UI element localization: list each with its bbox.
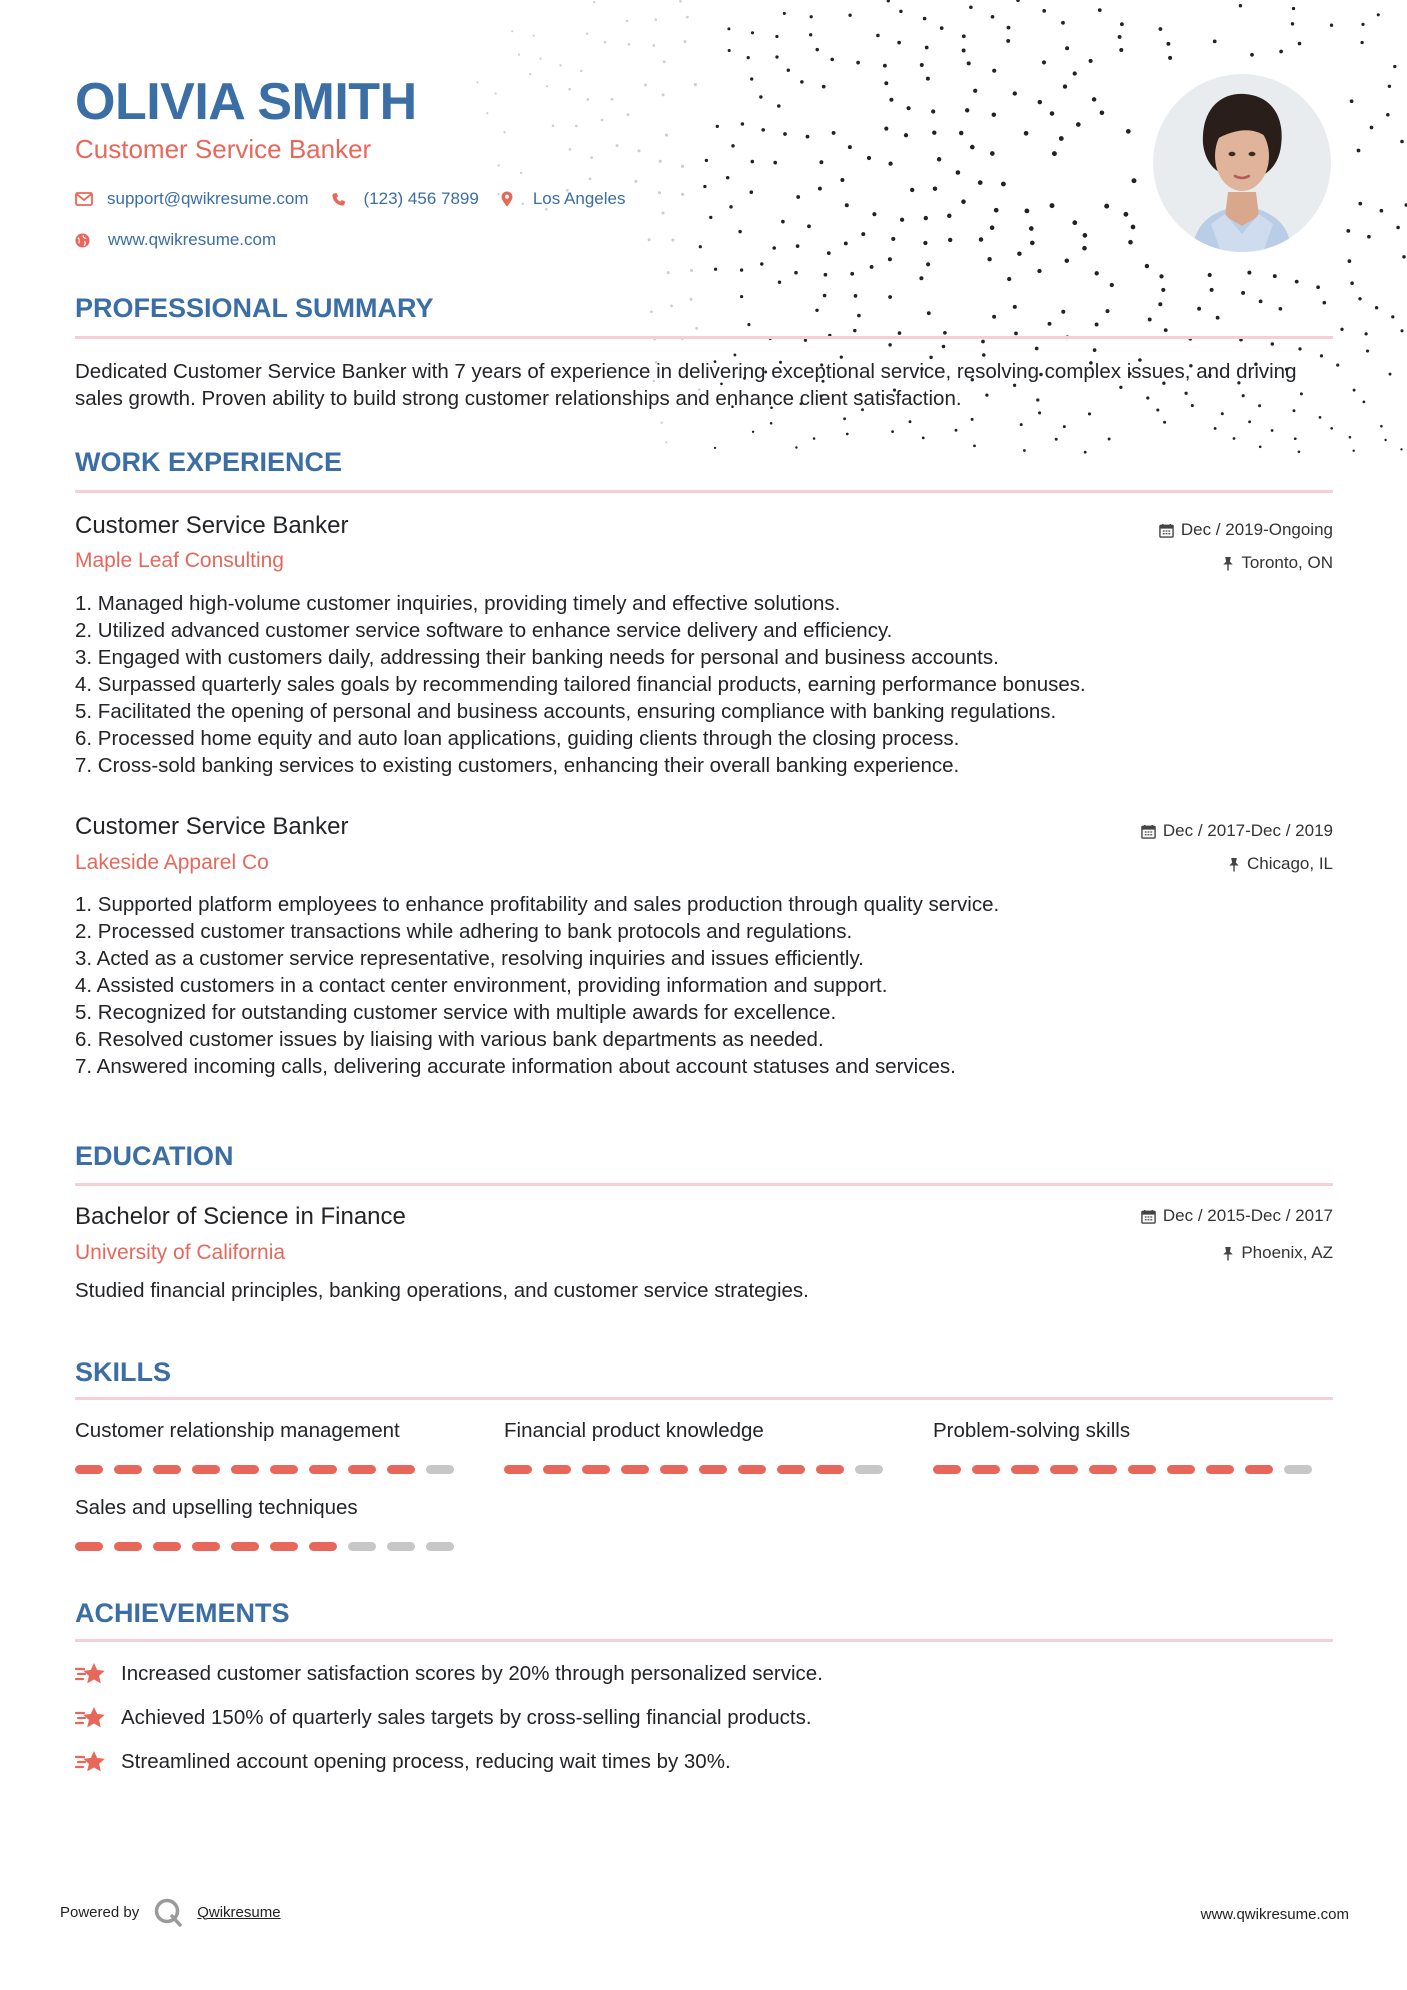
skill-segment-filled (153, 1542, 181, 1551)
skill-segment-filled (543, 1465, 571, 1474)
powered-by-label: Powered by (60, 1903, 140, 1921)
skill-segment-filled (231, 1465, 259, 1474)
experience-heading: WORK EXPERIENCE (75, 447, 343, 477)
email-item[interactable] (75, 189, 309, 209)
achievements-heading: ACHIEVEMENTS (75, 1598, 290, 1628)
skill-segment-filled (582, 1465, 610, 1474)
job-2-title: Customer Service Banker (75, 813, 349, 840)
skill-segment-empty (1284, 1465, 1312, 1474)
skill-segment-filled (114, 1465, 142, 1474)
phone-icon (331, 192, 346, 207)
list-item: 5. Recognized for outstanding customer service with multiple awards for excellence. (75, 1001, 837, 1024)
contact-row (75, 189, 625, 209)
education-location-text: Phoenix, AZ (1241, 1243, 1333, 1262)
job-2-location-text: Chicago, IL (1247, 854, 1333, 873)
job-1-location (1222, 553, 1333, 573)
skill-name: Problem-solving skills (933, 1419, 1131, 1442)
skill-segment-empty (426, 1542, 454, 1551)
skill-segment-empty (348, 1542, 376, 1551)
phone-item[interactable] (331, 189, 479, 209)
skill-name: Customer relationship management (75, 1419, 400, 1442)
achievement-text: Achieved 150% of quarterly sales targets by cross-selling financial products. (121, 1706, 812, 1729)
pushpin-icon (1228, 857, 1240, 872)
skill-segment-filled (660, 1465, 688, 1474)
list-item: 7. Cross-sold banking services to existing customers, enhancing their overall banking experience. (75, 754, 960, 777)
pushpin-icon (1222, 556, 1234, 571)
skill-segment-filled (1206, 1465, 1234, 1474)
skill-level-bar (933, 1465, 1312, 1474)
skill-segment-empty (387, 1542, 415, 1551)
skill-name: Financial product knowledge (504, 1419, 764, 1442)
skill-segment-filled (699, 1465, 727, 1474)
skill-segment-filled (1167, 1465, 1195, 1474)
achievement-item (75, 1749, 731, 1775)
skill-segment-filled (1089, 1465, 1117, 1474)
skill-segment-filled (1245, 1465, 1273, 1474)
achievement-item (75, 1705, 812, 1731)
education-divider (75, 1183, 1333, 1186)
shooting-star-icon (75, 1749, 107, 1775)
calendar-icon (1141, 1209, 1156, 1224)
summary-divider (75, 336, 1333, 339)
skill-segment-filled (933, 1465, 961, 1474)
skill-level-bar (75, 1465, 454, 1474)
footer-powered-by (60, 1897, 281, 1927)
portrait-illustration (1153, 74, 1331, 252)
skill-segment-filled (270, 1542, 298, 1551)
skill-segment-filled (504, 1465, 532, 1474)
list-item: 5. Facilitated the opening of personal and business accounts, ensuring compliance with banking regulations. (75, 700, 1057, 723)
skill-item (75, 1496, 454, 1551)
job-1-dates-text: Dec / 2019-Ongoing (1180, 520, 1333, 539)
job-1-company: Maple Leaf Consulting (75, 549, 284, 572)
achievement-text: Streamlined account opening process, reducing wait times by 30%. (121, 1750, 731, 1773)
job-2-location (1228, 854, 1333, 874)
location-text: Los Angeles (532, 189, 626, 208)
skill-segment-filled (153, 1465, 181, 1474)
skill-segment-empty (855, 1465, 883, 1474)
globe-icon (75, 233, 90, 248)
job-2-dates-text: Dec / 2017-Dec / 2019 (1162, 821, 1333, 840)
job-2-company: Lakeside Apparel Co (75, 851, 269, 874)
list-item: 7. Answered incoming calls, delivering accurate information about account statuses and services. (75, 1055, 956, 1078)
skill-segment-filled (309, 1542, 337, 1551)
skill-segment-filled (738, 1465, 766, 1474)
skill-segment-empty (426, 1465, 454, 1474)
profile-photo (1153, 74, 1331, 252)
school-name: University of California (75, 1241, 286, 1264)
skill-segment-filled (1011, 1465, 1039, 1474)
email-link[interactable]: support@qwikresume.com (107, 189, 309, 208)
skill-item (933, 1419, 1312, 1474)
list-item: 1. Supported platform employees to enhance profitability and sales production through quality service. (75, 893, 1000, 916)
list-item: 4. Surpassed quarterly sales goals by recommending tailored financial products, earning performance bonuses. (75, 673, 1086, 696)
list-item: 2. Processed customer transactions while adhering to bank protocols and regulations. (75, 920, 853, 943)
skill-segment-filled (270, 1465, 298, 1474)
skill-segment-filled (777, 1465, 805, 1474)
skill-item (75, 1419, 454, 1474)
phone-number: (123) 456 7899 (363, 189, 479, 208)
summary-text: Dedicated Customer Service Banker with 7 years of experience in delivering exceptional service, resolving complex issues, and driving sales growth. Proven ability to build strong customer relationships and enhance client satisfaction. (75, 360, 1297, 410)
skill-name: Sales and upselling techniques (75, 1496, 358, 1519)
list-item: 6. Processed home equity and auto loan applications, guiding clients through the closing process. (75, 727, 960, 750)
experience-divider (75, 490, 1333, 493)
list-item: 3. Engaged with customers daily, addressing their banking needs for personal and business accounts. (75, 646, 999, 669)
achievement-text: Increased customer satisfaction scores by 20% through personalized service. (121, 1662, 823, 1685)
skill-segment-filled (192, 1542, 220, 1551)
skills-divider (75, 1397, 1333, 1400)
education-heading: EDUCATION (75, 1141, 234, 1171)
qwikresume-link[interactable]: Qwikresume (197, 1903, 281, 1921)
education-description: Studied financial principles, banking operations, and customer service strategies. (75, 1279, 809, 1302)
envelope-icon (75, 192, 93, 206)
job-2-bullets (75, 891, 1333, 1080)
location-item (501, 189, 626, 209)
education-dates-text: Dec / 2015-Dec / 2017 (1162, 1206, 1333, 1225)
achievements-divider (75, 1639, 1333, 1642)
job-1-location-text: Toronto, ON (1241, 553, 1333, 572)
skill-segment-filled (816, 1465, 844, 1474)
list-item: 1. Managed high-volume customer inquiries, providing timely and effective solutions. (75, 592, 841, 615)
list-item: 4. Assisted customers in a contact center environment, providing information and support. (75, 974, 888, 997)
skill-segment-filled (1128, 1465, 1156, 1474)
skill-item (504, 1419, 883, 1474)
calendar-icon (1141, 824, 1156, 839)
candidate-role: Customer Service Banker (75, 134, 372, 164)
job-2-dates (1141, 821, 1333, 841)
skill-segment-filled (387, 1465, 415, 1474)
shooting-star-icon (75, 1705, 107, 1731)
map-pin-icon (501, 191, 513, 207)
list-item: 2. Utilized advanced customer service software to enhance service delivery and efficiency. (75, 619, 893, 642)
website-item[interactable] (75, 230, 276, 250)
job-1-title: Customer Service Banker (75, 512, 349, 539)
summary-heading: PROFESSIONAL SUMMARY (75, 293, 434, 323)
skill-level-bar (75, 1542, 454, 1551)
education-location (1222, 1243, 1333, 1263)
skill-segment-filled (348, 1465, 376, 1474)
calendar-icon (1159, 523, 1174, 538)
footer-website[interactable]: www.qwikresume.com (1200, 1906, 1349, 1923)
degree-title: Bachelor of Science in Finance (75, 1203, 406, 1230)
skill-segment-filled (972, 1465, 1000, 1474)
skill-segment-filled (75, 1465, 103, 1474)
skill-level-bar (504, 1465, 883, 1474)
skill-segment-filled (309, 1465, 337, 1474)
website-link[interactable]: www.qwikresume.com (108, 230, 277, 249)
candidate-name: OLIVIA SMITH (75, 73, 417, 131)
skill-segment-filled (1050, 1465, 1078, 1474)
skill-segment-filled (75, 1542, 103, 1551)
list-item: 6. Resolved customer issues by liaising with various bank departments as needed. (75, 1028, 824, 1051)
education-dates (1141, 1206, 1333, 1226)
pushpin-icon (1222, 1246, 1234, 1261)
qwikresume-logo-icon (153, 1897, 183, 1927)
achievement-item (75, 1661, 823, 1687)
list-item: 3. Acted as a customer service representative, resolving inquiries and issues efficiently. (75, 947, 864, 970)
shooting-star-icon (75, 1661, 107, 1687)
skill-segment-filled (621, 1465, 649, 1474)
skill-segment-filled (231, 1542, 259, 1551)
job-1-dates (1159, 520, 1333, 540)
job-1-bullets (75, 590, 1333, 779)
skills-heading: SKILLS (75, 1357, 172, 1387)
skill-segment-filled (114, 1542, 142, 1551)
skill-segment-filled (192, 1465, 220, 1474)
